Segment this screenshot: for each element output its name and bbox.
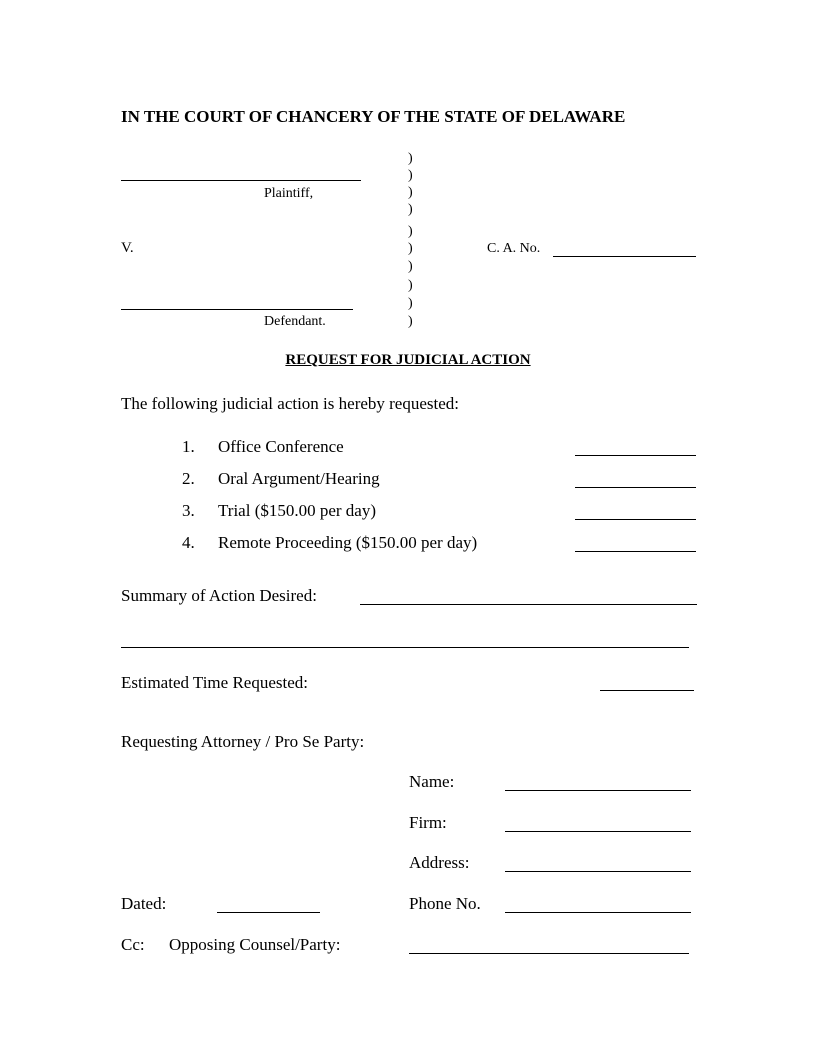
action-remote-proceeding-line[interactable]: [575, 551, 696, 552]
summary-label: Summary of Action Desired:: [121, 586, 317, 605]
attorney-name-label: Name:: [409, 772, 455, 791]
plaintiff-label: Plaintiff,: [264, 186, 314, 201]
action-number: 4.: [182, 533, 195, 552]
action-office-conference: Office Conference: [218, 437, 344, 456]
intro-text: The following judicial action is hereby requested:: [121, 394, 460, 413]
plaintiff-name-line[interactable]: [121, 180, 361, 181]
attorney-phone-line[interactable]: [505, 912, 691, 913]
attorney-address-line[interactable]: [505, 871, 691, 872]
defendant-name-line[interactable]: [121, 309, 353, 310]
attorney-phone-label: Phone No.: [409, 894, 481, 913]
case-number-line[interactable]: [553, 256, 696, 257]
dated-line[interactable]: [217, 912, 320, 913]
caption-paren: ): [408, 224, 413, 239]
caption-paren: ): [408, 314, 413, 329]
attorney-name-line[interactable]: [505, 790, 691, 791]
cc-label: Cc:: [121, 935, 145, 954]
action-number: 3.: [182, 501, 195, 520]
estimated-time-label: Estimated Time Requested:: [121, 673, 308, 692]
attorney-firm-line[interactable]: [505, 831, 691, 832]
caption-paren: ): [408, 241, 413, 256]
action-trial: Trial ($150.00 per day): [218, 501, 377, 520]
summary-line-1[interactable]: [360, 604, 697, 605]
form-heading: REQUEST FOR JUDICIAL ACTION: [285, 352, 531, 368]
court-title: IN THE COURT OF CHANCERY OF THE STATE OF DELAWARE: [121, 107, 626, 126]
caption-paren: ): [408, 296, 413, 311]
action-oral-argument-line[interactable]: [575, 487, 696, 488]
versus-label: V.: [121, 240, 134, 256]
action-number: 1.: [182, 437, 195, 456]
action-office-conference-line[interactable]: [575, 455, 696, 456]
attorney-address-label: Address:: [409, 853, 470, 872]
requesting-attorney-label: Requesting Attorney / Pro Se Party:: [121, 732, 365, 751]
defendant-label: Defendant.: [264, 314, 326, 329]
action-number: 2.: [182, 469, 195, 488]
caption-paren: ): [408, 151, 413, 166]
summary-line-2[interactable]: [121, 647, 689, 648]
action-remote-proceeding: Remote Proceeding ($150.00 per day): [218, 533, 478, 552]
dated-label: Dated:: [121, 894, 167, 913]
caption-paren: ): [408, 168, 413, 183]
caption-paren: ): [408, 259, 413, 274]
cc-opposing-counsel-line[interactable]: [409, 953, 689, 954]
attorney-firm-label: Firm:: [409, 813, 447, 832]
action-trial-line[interactable]: [575, 519, 696, 520]
caption-paren: ): [408, 202, 413, 217]
caption-paren: ): [408, 278, 413, 293]
estimated-time-line[interactable]: [600, 690, 694, 691]
cc-opposing-counsel-label: Opposing Counsel/Party:: [169, 935, 341, 954]
action-oral-argument: Oral Argument/Hearing: [218, 469, 380, 488]
case-number-label: C. A. No.: [487, 241, 541, 256]
caption-paren: ): [408, 185, 413, 200]
